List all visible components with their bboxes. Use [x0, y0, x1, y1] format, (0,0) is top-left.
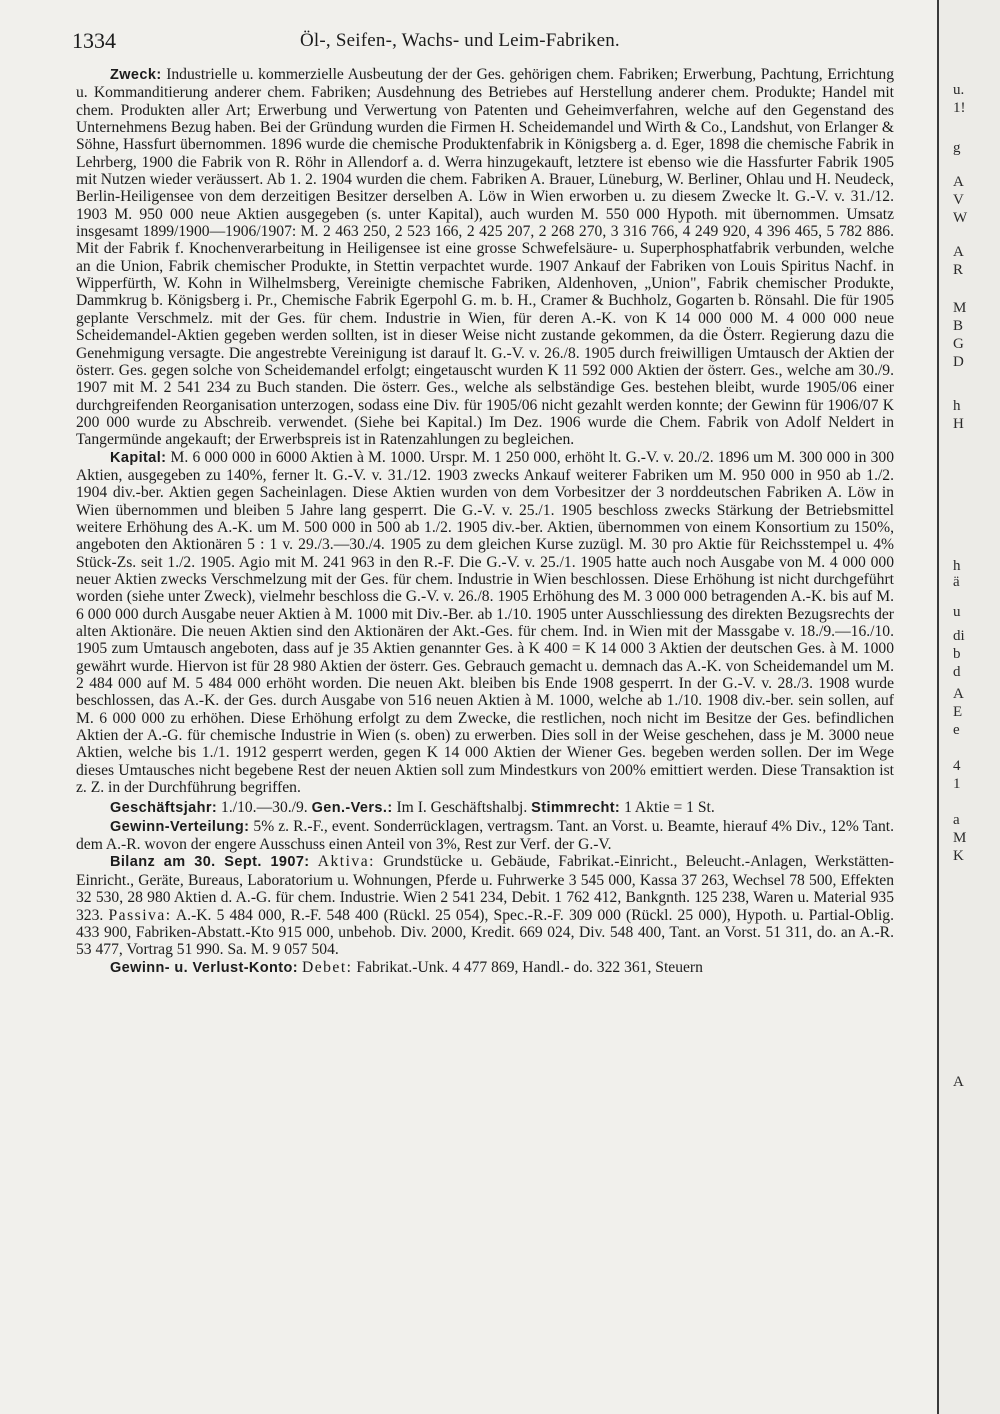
section-gewinn-verlust	[76, 959, 894, 977]
margin-fragment: H	[953, 416, 964, 432]
margin-fragment: 1	[953, 776, 961, 792]
margin-fragment: h	[953, 398, 961, 414]
margin-fragment: D	[953, 354, 964, 370]
gen-vers-label: Gen.-Vers.:	[311, 800, 393, 817]
stimmrecht-label: Stimmrecht:	[531, 800, 621, 817]
margin-fragment: A	[953, 686, 964, 702]
bilanz-label: Bilanz am 30. Sept. 1907:	[110, 854, 310, 871]
aktiva-label: Aktiva:	[317, 853, 375, 871]
zweck-label: Zweck:	[110, 67, 162, 83]
kapital-text: M. 6 000 000 in 6000 Aktien à M. 1000. Urspr. M. 1 250 000, erhöht lt. G.-V. v. 20./2. 1896 um M. 300 000 in 300 Aktien, ausgegeben zu 140%, ferner lt. G.-V. v. 31./12. 1903 zwecks Ankauf weiterer Fabriken um M. 950 000 in 950 ab 1./2. 1904 div.-ber. Aktien gegen Sacheinlagen. Diese Aktien wurden von dem Vorbesitzer der 3 norddeutschen Fabriken A. Löw in Wien übernommen und bleiben 5 Jahre lang gesperrt. Die G.-V. v. 25./1. 1905 beschloss zwecks Stärkung der Betriebsmittel weitere Erhöhung des A.-K. um M. 500 000 in 500 ab 1./2. 1905 div.-ber. Aktien, übernommen von einem Konsortium zu 150%, angeboten den Aktionären 5 : 1 v. 29./3.—30./4. 1905 zu dem gleichen Kurse zuzügl. M. 30 pro Aktie für Reichsstempel u. 4% Stück-Zs. seit 1./2. 1905. Agio mit M. 241 963 in den R.-F. Die G.-V. v. 25./1. 1905 hatte auch noch Ausgabe von M. 4 000 000 neuer Aktien zwecks Verschmelzung mit der Ges. für chem. Industrie in Wien beschlossen. Diese Erhöhung ist nicht durchgeführt worden (siehe unter Zweck), vielmehr beschloss die G.-V. v. 26./8. 1905 Erhöhung des M. 3 000 000 betragenden A.-K. bis auf M. 6 000 000 durch Ausgabe neuer Aktien à M. 1000 mit Div.-Ber. ab 1./10. 1905 unter Ausschliessung des direkten Bezugsrechts der alten Aktionäre. Die neuen Aktien sind den Aktionären der Akt.-Ges. für chem. Ind. in Wien mit der Massgabe v. 18./9.—16./10. 1905 zum Umtausch angeboten, dass auf je 35 Aktien genannter Ges. à K 400 = K 14 000 3 Aktien der deutschen Ges. à M. 1000 gewährt wurde. Hiervon ist für 28 980 Aktien der österr. Ges. Gebrauch gemacht u. demnach das A.-K. von Scheidemandel um M. 2 484 000 auf M. 5 484 000 erhöht worden. Die neuen Akt. bleiben bis Ende 1908 gesperrt. In der G.-V. v. 28./3. 1908 wurde beschlossen, das A.-K. der Ges. durch Ausgabe von 516 neuen Aktien à M. 1000, welche ab 1./10. 1908 div.-ber. sein sollen, auf M. 6 000 000 zu erhöhen. Diese Erhöhung erfolgt zu dem Zwecke, die restlichen, noch nicht im Besitze der Ges. befindlichen Aktien der A.-G. für chemische Industrie in Wien (s. oben) zu erwerben. Dies soll in der Weise geschehen, dass je M. 3000 neue Aktien, welche bis 1./1. 1912 gesperrt werden, gegen K 14 000 Aktien der Wiener Ges. begeben werden sollen. Der im Wege dieses Umtausches nicht begebene Rest der neuen Aktien soll zum Mindestkurs von 200% emittiert werden. Diese Transaktion ist z. Z. in der Durchführung begriffen.	[76, 448, 894, 797]
geschaeftsjahr-label: Geschäftsjahr:	[110, 800, 218, 817]
margin-fragment: M	[953, 300, 967, 316]
geschaeftsjahr-text: 1./10.—30./9.	[221, 799, 308, 817]
margin-fragment: A	[953, 1074, 964, 1090]
margin-fragment: u.	[953, 82, 965, 98]
section-bilanz	[76, 853, 894, 958]
gewinn-verteilung-text: 5% z. R.-F., event. Sonderrücklagen, vertragsm. Tant. an Vorst. u. Beamte, hierauf 4% Div., 12% Tant. dem A.-R. wovon der engere Ausschuss einen Anteil von 3%, Rest zur Verf. der G.-V.	[76, 817, 894, 854]
margin-fragment: 1!	[953, 100, 966, 116]
margin-fragment: W	[953, 210, 968, 226]
margin-fragment: e	[953, 722, 960, 738]
margin-fragment: d	[953, 664, 961, 680]
margin-fragment: B	[953, 318, 964, 334]
gen-vers-text: Im I. Geschäftshalbj.	[396, 799, 528, 817]
margin-fragment: M	[953, 830, 967, 846]
margin-fragment: b	[953, 646, 961, 662]
section-gewinn-verteilung	[76, 818, 894, 854]
margin-fragment: a	[953, 812, 960, 828]
gewinn-verteilung-label: Gewinn-Verteilung:	[110, 818, 250, 835]
passiva-text: A.-K. 5 484 000, R.-F. 548 400 (Rückl. 25 054), Spec.-R.-F. 309 000 (Rückl. 25 000), Hypoth. u. Partial-Oblig. 433 900, Fabriken-Abstatt.-Kto 915 000, unbehob. Div. 2000, Kredit. 669 024, Div. 548 400, Tant. an Vorst. 51 311, do. an A.-R. 53 477, Vortrag 51 990. Sa. M. 9 057 504.	[76, 906, 894, 959]
zweck-text: Industrielle u. kommerzielle Ausbeutung der der Ges. gehörigen chem. Fabriken; Erwerbung, Pachtung, Errichtung u. Kommanditierung anderer chem. Fabriken; Ausdehnung des Betriebes auf Herstellung anderer chem. Produkte; Handel mit chem. Produkten aller Art; Erwerbung und Verwertung von Patenten und Geheimverfahren, welche auf den Gegenstand des Unternehmens Bezug haben. Bei der Gründung wurden die Firmen H. Scheidemandel und Wirth & Co., Landshut, von Erlanger & Söhne, Hassfurt übernommen. 1896 wurde die chemische Produktenfabrik in Königsberg a. d. Eger, 1898 die chemische Fabrik in Lehrberg, 1900 die Fabrik von R. Röhr in Allendorf a. d. Werra hinzugekauft, letztere ist ebenso wie die Hassfurter Fabrik 1905 mit Nutzen wieder veräussert. Ab 1. 2. 1904 wurden die chem. Fabriken A. Brauer, Lüneburg, W. Berliner, Ohlau und H. Neudeck, Berlin-Heiligensee von dem derzeitigen Besitzer derselben A. Löw in Wien erworben u. zu diesem Zwecke lt. G.-V. v. 31./12. 1903 M. 950 000 neue Aktien ausgegeben (s. unter Kapital), auch wurden M. 550 000 Hypoth. mit übernommen. Umsatz insgesamt 1899/1900—1906/1907: M. 2 463 250, 2 523 166, 2 425 207, 2 268 270, 3 316 766, 4 249 920, 4 396 465, 5 782 886. Mit der Fabrik f. Knochenverarbeitung in Heiligensee ist eine grosse Schwefelsäure- u. Superphosphatfabrik verbunden, welche an die Union, Fabrik chemischer Produkte, in Stettin verpachtet wurde. 1907 Ankauf der Fabriken von Louis Spiritus Nachf. in Wipperfürth, W. Kohn in Wilhelmsberg, Vereinigte chemische Fabriken, Aldenhoven, „Union", Fabrik chemischer Produkte, Dammkrug b. Königsberg i. Pr., Chemische Fabrik Egerpohl G. m. b. H., Cramer & Buchholz, Gogarten b. Rönsahl. Die für 1905 geplante Verschmelz. mit der Ges. für chem. Industrie in Wien, für deren A.-K. von K 14 000 000 M. 4 000 000 neue Scheidemandel-Aktien gegeben werden sollten, ist in dieser Weise nicht zustande gekommen, da die Österr. Regierung dazu die Genehmigung versagte. Die angestrebte Vereinigung ist darauf lt. G.-V. v. 26./8. 1905 durch freiwilligen Umtausch der Aktien der österr. Ges. gegen solche von Scheidemandel erfolgt; eingetauscht wurden K 11 592 000 Aktien der österr. Ges., welche am 30./9. 1907 mit M. 2 541 234 zu Buch standen. Die österr. Ges., welche als selbständige Ges. bestehen bleibt, wurde 1905/06 einer durchgreifenden Reorganisation unterzogen, sodass eine Div. für 1905/06 nicht gezahlt werden konnte; der Gewinn für 1906/07 K 200 000 wurde zu Abschreib. verwendet. (Siehe bei Kapital.) Im Dez. 1906 wurde die Chem. Fabrik von Adolf Neldert in Tangermünde angekauft; der Erwerbspreis ist in Ratenzahlungen zu begleichen.	[76, 66, 895, 449]
margin-fragment: A	[953, 244, 964, 260]
kapital-label: Kapital:	[110, 449, 167, 466]
stimmrecht-text: 1 Aktie = 1 St.	[624, 799, 715, 817]
page-number: 1334	[72, 28, 116, 53]
margin-fragment: di	[953, 628, 965, 644]
margin-fragment: R	[953, 262, 964, 278]
section-geschaeftsjahr	[76, 799, 894, 817]
margin-fragment: g	[953, 140, 961, 156]
margin-fragment: ä	[953, 574, 960, 590]
adjacent-page-edge	[937, 0, 1000, 1414]
margin-fragment: u	[953, 604, 961, 620]
gewinn-verlust-label: Gewinn- u. Verlust-Konto:	[110, 959, 299, 976]
running-title: Öl-, Seifen-, Wachs- und Leim-Fabriken.	[300, 30, 620, 51]
margin-fragment: A	[953, 174, 964, 190]
debet-text: Fabrikat.-Unk. 4 477 869, Handl.- do. 322 361, Steuern	[356, 958, 703, 976]
section-zweck	[76, 66, 894, 449]
aktiva-text: Grundstücke u. Gebäude, Fabrikat.-Einricht., Beleucht.-Anlagen, Werkstätten-Einricht., Geräte, Bureaus, Laboratorium u. Wohnungen, Pferde u. Fuhrwerke 3 545 000, Kassa 37 263, Wechsel 78 500, Effekten 32 530, 28 980 Aktien d. A.-G. für chem. Industrie. Wien 2 541 234, Debit. 1 762 412, Bankgnth. 125 238, Waren u. Material 935 323.	[76, 853, 894, 924]
section-kapital	[76, 449, 894, 797]
margin-fragment: K	[953, 848, 964, 864]
margin-fragment: 4	[953, 758, 961, 774]
margin-fragment: G	[953, 336, 964, 352]
body-text	[76, 66, 894, 977]
margin-fragment: h	[953, 558, 961, 574]
debet-label: Debet:	[301, 958, 353, 976]
margin-fragment: V	[953, 192, 964, 208]
margin-fragment: E	[953, 704, 963, 720]
passiva-label: Passiva:	[108, 906, 172, 924]
